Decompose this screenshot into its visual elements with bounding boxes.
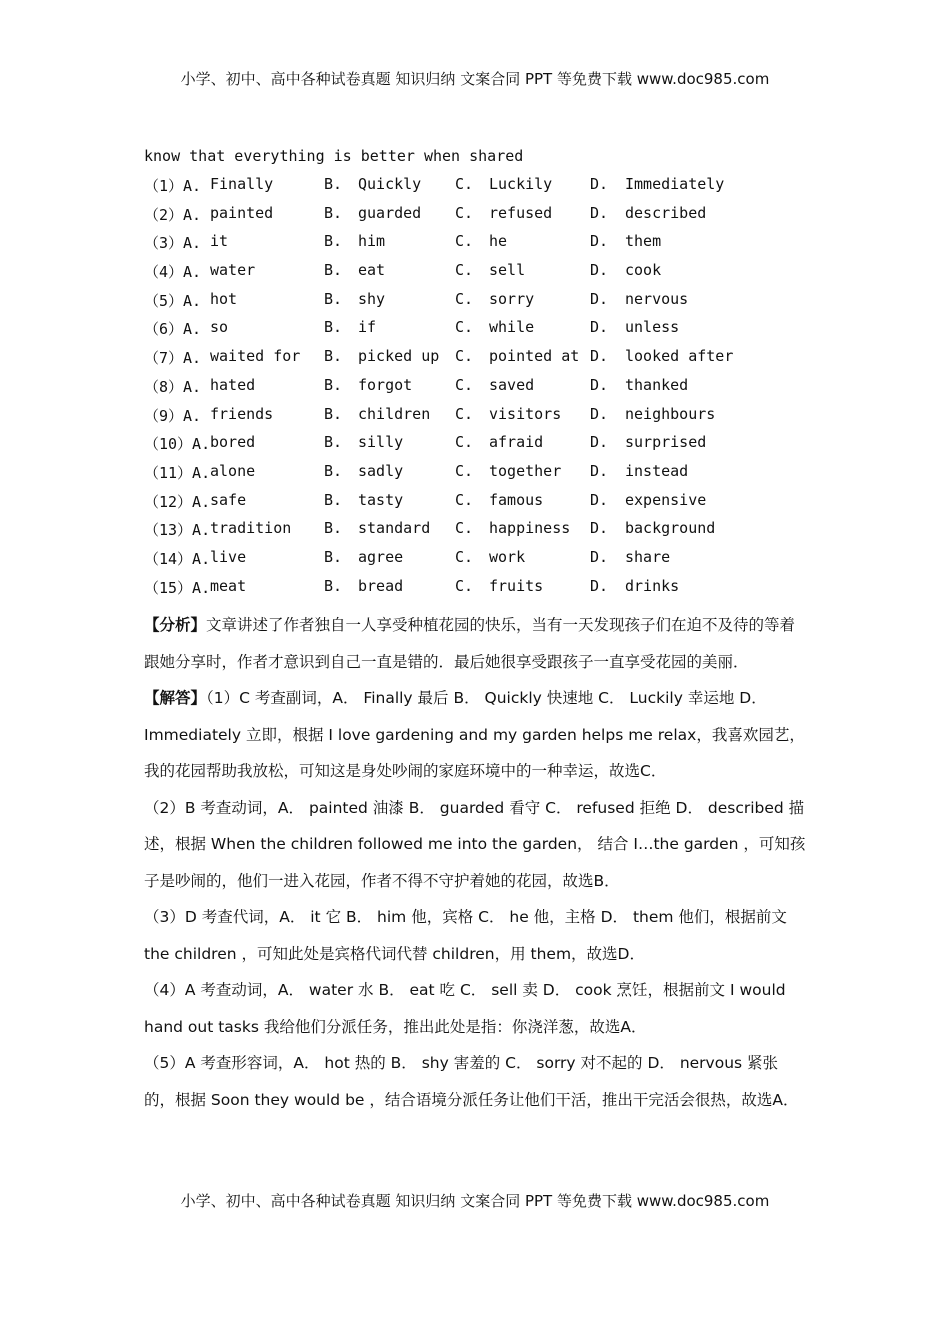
analysis-text: 文章讲述了作者独自一人享受种植花园的快乐，当有一天发现孩子们在迫不及待的等着跟她分享时，作者才意识到自己一直是错的．最后她很享受跟孩子一直享受花园的美丽． — [144, 616, 796, 671]
option-d: drinks — [625, 576, 680, 595]
question-number: （10）A. — [144, 435, 211, 454]
option-d: thanked — [625, 375, 689, 394]
option-b: forgot — [358, 375, 413, 394]
option-a: friends — [210, 404, 274, 423]
answer-item-3: （3）D 考查代词，A． it 它 B． him 他，宾格 C． he 他，主格 D． them 他们，根据前文 the children ，可知此处是宾格代词代替 children，用 them，故选D． — [144, 908, 787, 963]
option-b: silly — [358, 433, 404, 452]
option-a: Finally — [210, 175, 274, 193]
option-d: nervous — [625, 289, 689, 308]
option-c-label: C. — [455, 375, 474, 394]
option-a: water — [210, 261, 256, 280]
option-a: alone — [210, 461, 256, 480]
option-d-label: D. — [590, 404, 609, 423]
option-a: bored — [210, 433, 256, 452]
question-number: （6）A. — [144, 320, 202, 339]
option-c-label: C. — [455, 576, 474, 595]
analysis-section — [144, 607, 809, 1118]
option-b: tasty — [358, 490, 404, 509]
option-c: he — [489, 232, 508, 251]
question-number: （12）A. — [144, 492, 211, 511]
option-d-label: D. — [590, 519, 609, 538]
option-d-label: D. — [590, 375, 609, 394]
option-c: afraid — [489, 433, 544, 452]
option-c: together — [489, 461, 562, 480]
option-a: safe — [210, 490, 247, 509]
option-c: visitors — [489, 404, 562, 423]
option-b-label: B. — [324, 490, 343, 509]
option-b-label: B. — [324, 232, 343, 251]
option-a: meat — [210, 576, 247, 595]
option-b-label: B. — [324, 519, 343, 538]
question-number: （5）A. — [144, 291, 202, 310]
option-a: waited for — [210, 347, 301, 366]
option-b: agree — [358, 547, 404, 566]
option-c-label: C. — [455, 261, 474, 280]
passage-last-line: know that everything is better when shared — [144, 147, 524, 165]
option-a: live — [210, 547, 247, 566]
option-a: painted — [210, 203, 274, 222]
option-b-label: B. — [324, 547, 343, 566]
answer-text-1: （1）C 考查副词，A． Finally 最后 B． Quickly 快速地 C． Luckily 幸运地 D． Immediately 立即，根据 I love gardening and my garden helps me relax，我喜欢园艺，我的花园帮助我放松，可知这是身处吵闹的家庭环境中的一种幸运，故选C． — [144, 689, 805, 780]
option-c: happiness — [489, 519, 571, 538]
option-d-label: D. — [590, 261, 609, 280]
option-c-label: C. — [455, 461, 474, 480]
option-c-label: C. — [455, 404, 474, 423]
option-d: described — [625, 203, 707, 222]
option-d-label: D. — [590, 576, 609, 595]
question-number: （1）A. — [144, 177, 202, 195]
option-d-label: D. — [590, 232, 609, 251]
answer-item-1 — [144, 680, 809, 790]
option-c: sorry — [489, 289, 535, 308]
answer-item-2: （2）B 考查动词，A． painted 油漆 B． guarded 看守 C． refused 拒绝 D． described 描述，根据 When the children followed me into the garden， 结合 I…the garden ，可知孩子是吵闹的，他们一进入花园，作者不得不守护着她的花园，故选B． — [144, 798, 806, 890]
option-c-label: C. — [455, 547, 474, 566]
option-c-label: C. — [455, 289, 474, 308]
option-c: famous — [489, 490, 544, 509]
question-number: （2）A. — [144, 205, 202, 224]
page-footer: 小学、初中、高中各种试卷真题 知识归纳 文案合同 PPT 等免费下载 www.doc985.com — [180, 1192, 770, 1210]
option-b-label: B. — [324, 318, 343, 337]
answer-item-4: （4）A 考查动词，A． water 水 B． eat 吃 C． sell 卖 D． cook 烹饪，根据前文 I would hand out tasks 我给他们分派任务，推出此处是指：你浇洋葱，故选A． — [144, 981, 786, 1036]
question-number: （3）A. — [144, 234, 202, 253]
option-b-label: B. — [324, 347, 343, 366]
question-number: （4）A. — [144, 263, 202, 282]
option-b: him — [358, 232, 386, 251]
option-d-label: D. — [590, 347, 609, 366]
option-b-label: B. — [324, 433, 343, 452]
option-c-label: C. — [455, 232, 474, 251]
analysis-tag: 【分析】 — [144, 616, 207, 634]
option-b-label: B. — [324, 461, 343, 480]
option-d: instead — [625, 461, 689, 480]
option-d: neighbours — [625, 404, 716, 423]
question-number: （11）A. — [144, 463, 211, 482]
option-b-label: B. — [324, 404, 343, 423]
option-b: shy — [358, 289, 386, 308]
option-b: standard — [358, 519, 431, 538]
option-d: share — [625, 547, 671, 566]
question-number: （15）A. — [144, 578, 211, 597]
option-c: work — [489, 547, 526, 566]
option-a: tradition — [210, 519, 292, 538]
option-d-label: D. — [590, 433, 609, 452]
option-b-label: B. — [324, 261, 343, 280]
answer-item-5: （5）A 考查形容词，A． hot 热的 B． shy 害羞的 C． sorry 对不起的 D． nervous 紧张的，根据 Soon they would be ，结合语境分派任务让他们干活，推出干完活会很热，故选A． — [144, 1054, 799, 1109]
option-b: eat — [358, 261, 386, 280]
option-d: background — [625, 519, 716, 538]
option-b: bread — [358, 576, 404, 595]
question-number: （13）A. — [144, 521, 211, 540]
option-a: it — [210, 232, 229, 251]
option-d-label: D. — [590, 547, 609, 566]
option-c: pointed at — [489, 347, 580, 366]
option-a: hot — [210, 289, 238, 308]
analysis-paragraph — [144, 607, 809, 680]
option-d-label: D. — [590, 203, 609, 222]
option-d: expensive — [625, 490, 707, 509]
question-number: （8）A. — [144, 377, 202, 396]
question-number: （14）A. — [144, 549, 211, 568]
option-c: fruits — [489, 576, 544, 595]
option-c: saved — [489, 375, 535, 394]
option-b: sadly — [358, 461, 404, 480]
option-d-label: D. — [590, 175, 609, 193]
option-b-label: B. — [324, 203, 343, 222]
question-number: （9）A. — [144, 406, 202, 425]
option-b: if — [358, 318, 377, 337]
option-b-label: B. — [324, 289, 343, 308]
option-c-label: C. — [455, 433, 474, 452]
option-c: refused — [489, 203, 553, 222]
option-c-label: C. — [455, 347, 474, 366]
option-c-label: C. — [455, 175, 474, 193]
option-d: them — [625, 232, 662, 251]
option-c: while — [489, 318, 535, 337]
option-c-label: C. — [455, 203, 474, 222]
option-d: cook — [625, 261, 662, 280]
page-header: 小学、初中、高中各种试卷真题 知识归纳 文案合同 PPT 等免费下载 www.doc985.com — [180, 70, 770, 88]
option-a: so — [210, 318, 229, 337]
option-b: guarded — [358, 203, 422, 222]
option-c: Luckily — [489, 175, 553, 193]
option-c: sell — [489, 261, 526, 280]
option-b-label: B. — [324, 375, 343, 394]
option-d-label: D. — [590, 490, 609, 509]
option-d-label: D. — [590, 318, 609, 337]
option-d: surprised — [625, 433, 707, 452]
option-c-label: C. — [455, 519, 474, 538]
option-c-label: C. — [455, 318, 474, 337]
option-c-label: C. — [455, 490, 474, 509]
option-b: children — [358, 404, 431, 423]
answer-tag: 【解答】 — [144, 689, 207, 707]
option-d-label: D. — [590, 289, 609, 308]
option-b-label: B. — [324, 175, 343, 193]
option-d: looked after — [625, 347, 734, 366]
option-b: Quickly — [358, 175, 422, 193]
option-d-label: D. — [590, 461, 609, 480]
option-b: picked up — [358, 347, 440, 366]
option-d: unless — [625, 318, 680, 337]
option-d: Immediately — [625, 175, 725, 193]
question-number: （7）A. — [144, 349, 202, 368]
option-a: hated — [210, 375, 256, 394]
option-b-label: B. — [324, 576, 343, 595]
